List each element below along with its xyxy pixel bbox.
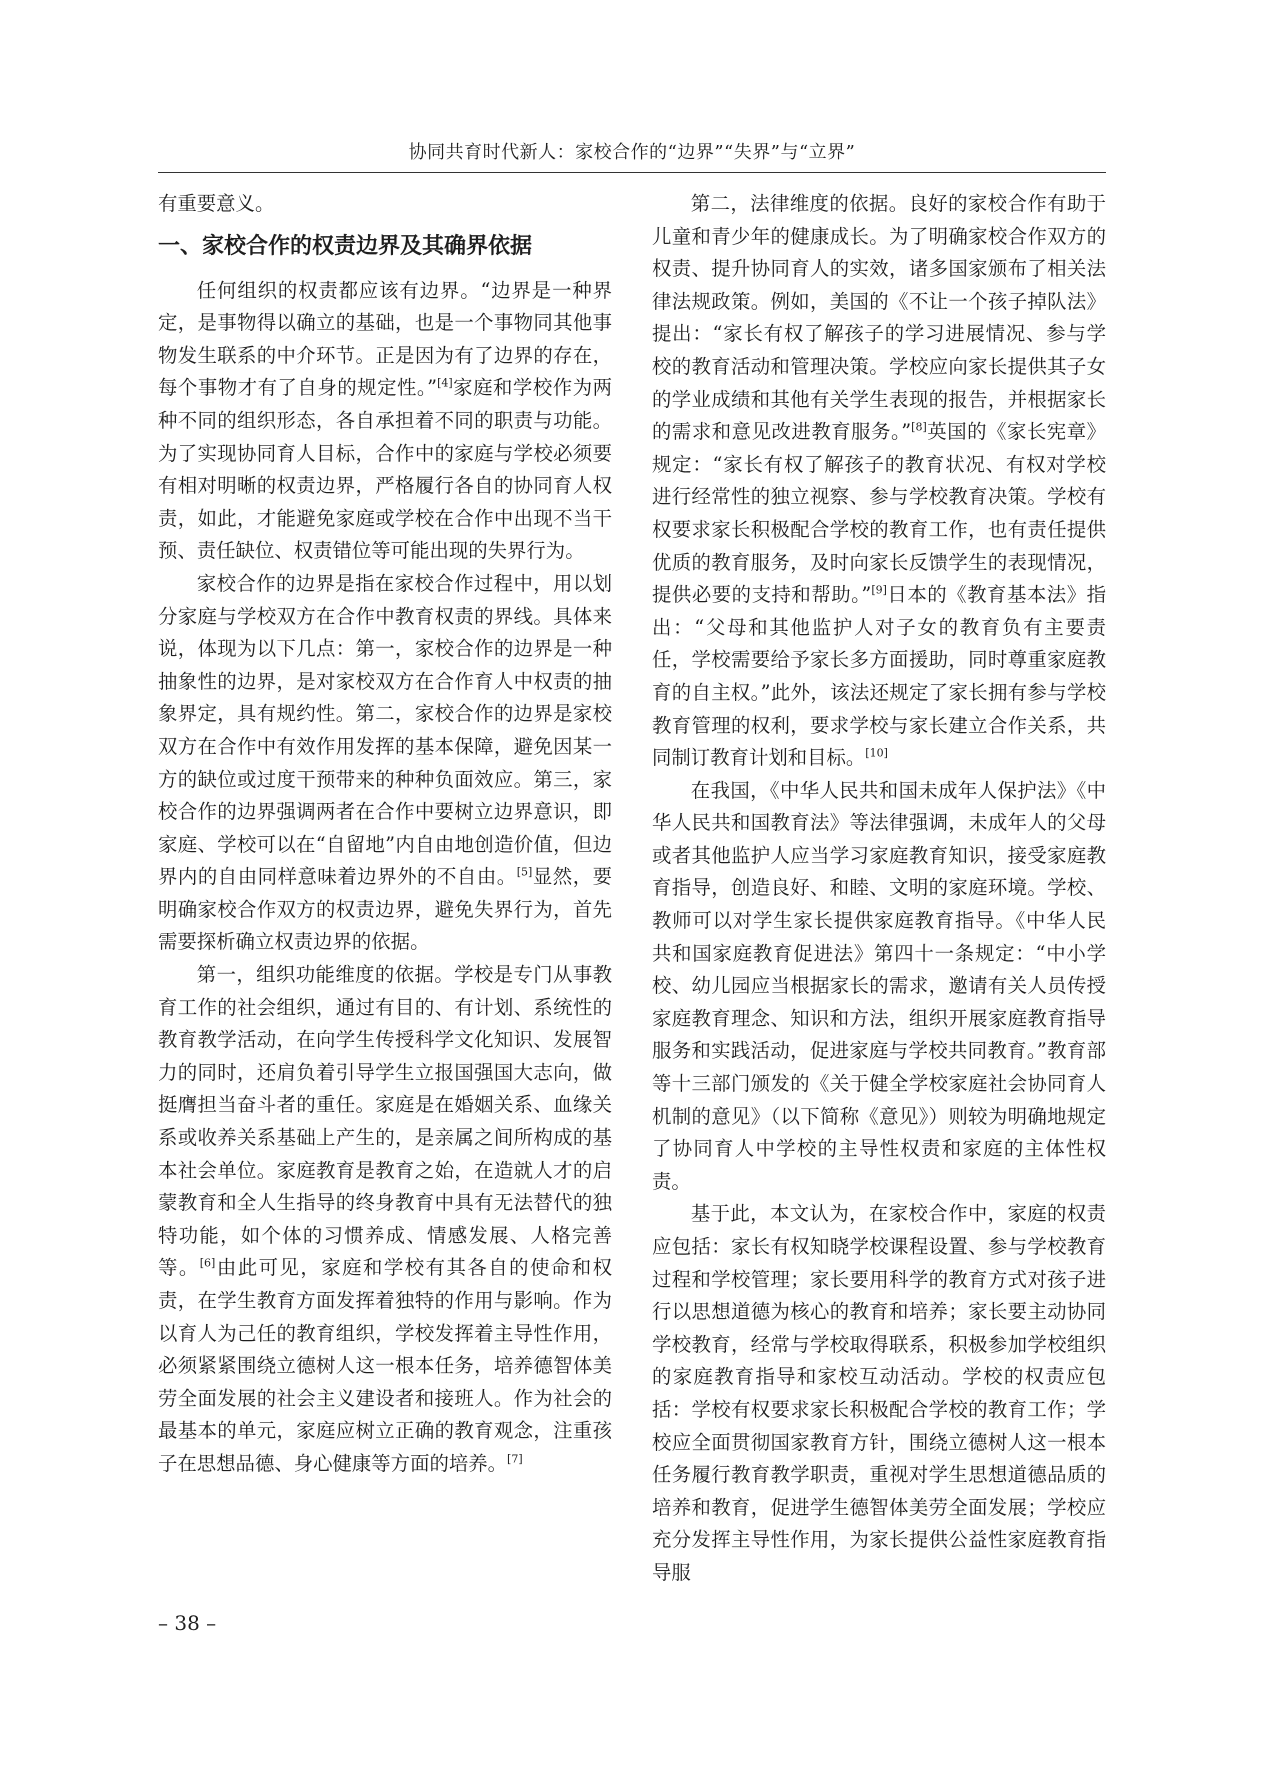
paragraph-text: 第二，法律维度的依据。良好的家校合作有助于儿童和青少年的健康成长。为了明确家校合作双方的权责、提升协同育人的实效，诸多国家颁布了相关法律法规政策。例如，美国的《不让一个孩子掉队法》提出：“家长有权了解孩子的学习进展情况、参与学校的教育活动和管理决策。学校应向家长提供其子女的学业成绩和其他有关学生表现的报告，并根据家长的需求和意见改进教育服务。” bbox=[652, 192, 1106, 444]
citation-ref: [8] bbox=[911, 420, 927, 434]
paragraph-text: 家庭和学校作为两种不同的组织形态，各自承担着不同的职责与功能。为了实现协同育人目标，合作中的家庭与学校必须要有相对明晰的权责边界，严格履行各自的协同育人权责，如此，才能避免家庭或学校在合作中出现不当干预、责任缺位、权责错位等可能出现的失界行为。 bbox=[158, 376, 612, 563]
paragraph-text: 任何组织的权责都应该有边界。“边界是一种界定，是事物得以确立的基础，也是一个事物同其他事物发生联系的中介环节。正是因为有了边界的存在，每个事物才有了自身的规定性。” bbox=[158, 278, 612, 400]
citation-ref: [7] bbox=[507, 1452, 523, 1466]
section-heading: 一、家校合作的权责边界及其确界依据 bbox=[158, 233, 533, 259]
paragraph: 在我国，《中华人民共和国未成年人保护法》《中华人民共和国教育法》等法律强调，未成年人的父母或者其他监护人应当学习家庭教育知识，接受家庭教育指导，创造良好、和睦、文明的家庭环境。学校、教师可以对学生家长提供家庭教育指导。《中华人民共和国家庭教育促进法》第四十一条规定：“中小学校、幼儿园应当根据家长的需求，邀请有关人员传授家庭教育理念、知识和方法，组织开展家庭教育指导服务和实践活动，促进家庭与学校共同教育。”教育部等十三部门颁发的《关于健全学校家庭社会协同育人机制的意见》（以下简称《意见》）则较为明确地规定了协同育人中学校的主导性权责和家庭的主体性权责。 bbox=[652, 778, 1106, 1193]
citation-ref: [5] bbox=[516, 865, 533, 879]
citation-ref: [10] bbox=[865, 746, 888, 760]
paragraph bbox=[158, 568, 612, 959]
running-header-title: 协同共育时代新人：家校合作的“边界”“失界”与“立界” bbox=[408, 142, 856, 163]
left-column bbox=[158, 188, 612, 1481]
paragraph-continuation: 有重要意义。 bbox=[158, 192, 275, 215]
paragraph-text: 家校合作的边界是指在家校合作过程中，用以划分家庭与学校双方在合作中教育权责的界线。具体来说，体现为以下几点：第一，家校合作的边界是一种抽象性的边界，是对家校双方在合作育人中权责的抽象界定，具有规约性。第二，家校合作的边界是家校双方在合作中有效作用发挥的基本保障，避免因某一方的缺位或过度干预带来的种种负面效应。第三，家校合作的边界强调两者在合作中要树立边界意识，即家庭、学校可以在“自留地”内自由地创造价值，但边界内的自由同样意味着边界外的不自由。 bbox=[158, 571, 612, 889]
paragraph-text: 英国的《家长宪章》规定：“家长有权了解孩子的教育状况、有权对学校进行经常性的独立视察、参与学校教育决策。学校有权要求家长积极配合学校的教育工作，也有责任提供优质的教育服务，及时向家长反馈学生的表现情况，提供必要的支持和帮助。” bbox=[652, 420, 1107, 607]
paragraph-text: 由此可见，家庭和学校有其各自的使命和权责，在学生教育方面发挥着独特的作用与影响。作为以育人为己任的教育组织，学校发挥着主导性作用，必须紧紧围绕立德树人这一根本任务，培养德智体美劳全面发展的社会主义建设者和接班人。作为社会的最基本的单元，家庭应树立正确的教育观念，注重孩子在思想品德、身心健康等方面的培养。 bbox=[158, 1256, 613, 1475]
paragraph-text: 第一，组织功能维度的依据。学校是专门从事教育工作的社会组织，通过有目的、有计划、系统性的教育教学活动，在向学生传授科学文化知识、发展智力的同时，还肩负着引导学生立报国强国大志向，做挺膺担当奋斗者的重任。家庭是在婚姻关系、血缘关系或收养关系基础上产生的，是亲属之间所构成的基本社会单位。家庭教育是教育之始，在造就人才的启蒙教育和全人生指导的终身教育中具有无法替代的独特功能，如个体的习惯养成、情感发展、人格完善等。 bbox=[158, 963, 612, 1280]
right-column bbox=[652, 188, 1106, 1590]
paragraph bbox=[158, 275, 612, 568]
paragraph-text: 日本的《教育基本法》指出：“父母和其他监护人对子女的教育负有主要责任，学校需要给予家长多方面援助，同时尊重家庭教育的自主权。”此外，该法还规定了家长拥有参与学校教育管理的权利，要求学校与家长建立合作关系，共同制订教育计划和目标。 bbox=[652, 583, 1106, 770]
paragraph-text: 显然，要明确家校合作双方的权责边界，避免失界行为，首先需要探析确立权责边界的依据。 bbox=[158, 865, 613, 954]
paragraph bbox=[652, 188, 1106, 775]
citation-ref: [4] bbox=[437, 376, 453, 390]
paragraph bbox=[158, 959, 612, 1481]
page-number: – 38 – bbox=[158, 1611, 217, 1635]
citation-ref: [9] bbox=[871, 583, 887, 597]
paragraph: 基于此，本文认为，在家校合作中，家庭的权责应包括：家长有权知晓学校课程设置、参与学校教育过程和学校管理；家长要用科学的教育方式对孩子进行以思想道德为核心的教育和培养；家长要主动协同学校教育，经常与学校取得联系，积极参加学校组织的家庭教育指导和家校互动活动。学校的权责应包括：学校有权要求家长积极配合学校的教育工作；学校应全面贯彻国家教育方针，围绕立德树人这一根本任务履行教育教学职责，重视对学生思想道德品质的培养和教育，促进学生德智体美劳全面发展；学校应充分发挥主导性作用，为家长提供公益性家庭教育指导服 bbox=[652, 1202, 1106, 1584]
citation-ref: [6] bbox=[199, 1256, 216, 1270]
header-rule bbox=[158, 172, 1106, 173]
